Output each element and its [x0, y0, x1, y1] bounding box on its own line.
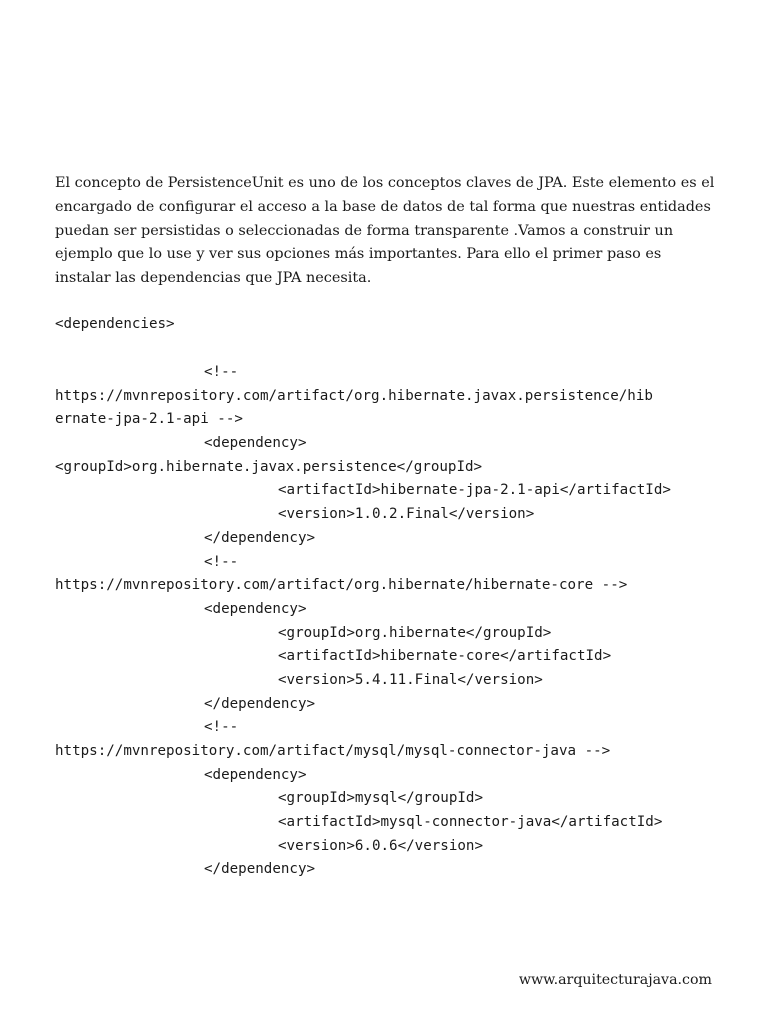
- code-line: <!--: [204, 719, 239, 736]
- code-line: <version>6.0.6</version>: [278, 837, 483, 854]
- code-line: <dependency>: [204, 435, 307, 452]
- code-line: </dependency>: [204, 695, 316, 712]
- code-line: <version>5.4.11.Final</version>: [278, 671, 543, 688]
- code-line: </dependency>: [204, 861, 316, 878]
- code-line: <version>1.0.2.Final</version>: [278, 506, 535, 523]
- code-line: https://mvnrepository.com/artifact/org.hibernate.javax.persistence/hib: [55, 387, 653, 404]
- code-line: <dependency>: [204, 600, 307, 617]
- code-line: <!--: [204, 553, 239, 570]
- code-line: https://mvnrepository.com/artifact/org.hibernate/hibernate-core -->: [55, 577, 628, 594]
- code-line: https://mvnrepository.com/artifact/mysql/mysql-connector-java -->: [55, 743, 611, 759]
- footer-url: www.arquitecturajava.com: [518, 972, 712, 988]
- dependencies-open-tag: <dependencies>: [55, 316, 175, 332]
- code-line: <groupId>org.hibernate</groupId>: [278, 624, 552, 641]
- code-line: <dependency>: [204, 766, 307, 783]
- code-block: [55, 361, 725, 882]
- code-line: </dependency>: [204, 529, 316, 546]
- code-line: ernate-jpa-2.1-api -->: [55, 411, 243, 428]
- code-line: <!--: [204, 364, 239, 380]
- code-line: <groupId>org.hibernate.javax.persistence</groupId>: [55, 458, 483, 475]
- code-line: <groupId>mysql</groupId>: [278, 790, 483, 807]
- code-line: <artifactId>mysql-connector-java</artifactId>: [278, 814, 663, 831]
- code-line: <artifactId>hibernate-jpa-2.1-api</artifactId>: [278, 482, 671, 499]
- code-line: <artifactId>hibernate-core</artifactId>: [278, 648, 612, 665]
- intro-paragraph: El concepto de PersistenceUnit es uno de los conceptos claves de JPA. Este elemento es el encargado de configurar el acceso a la base de datos de tal forma que nuestras entidades puedan ser persistidas o seleccionadas de forma transparente .Vamos a construir un ejemplo que lo use y ver sus opciones más importantes. Para ello el primer paso es instalar las dependencias que JPA necesita.: [55, 175, 715, 287]
